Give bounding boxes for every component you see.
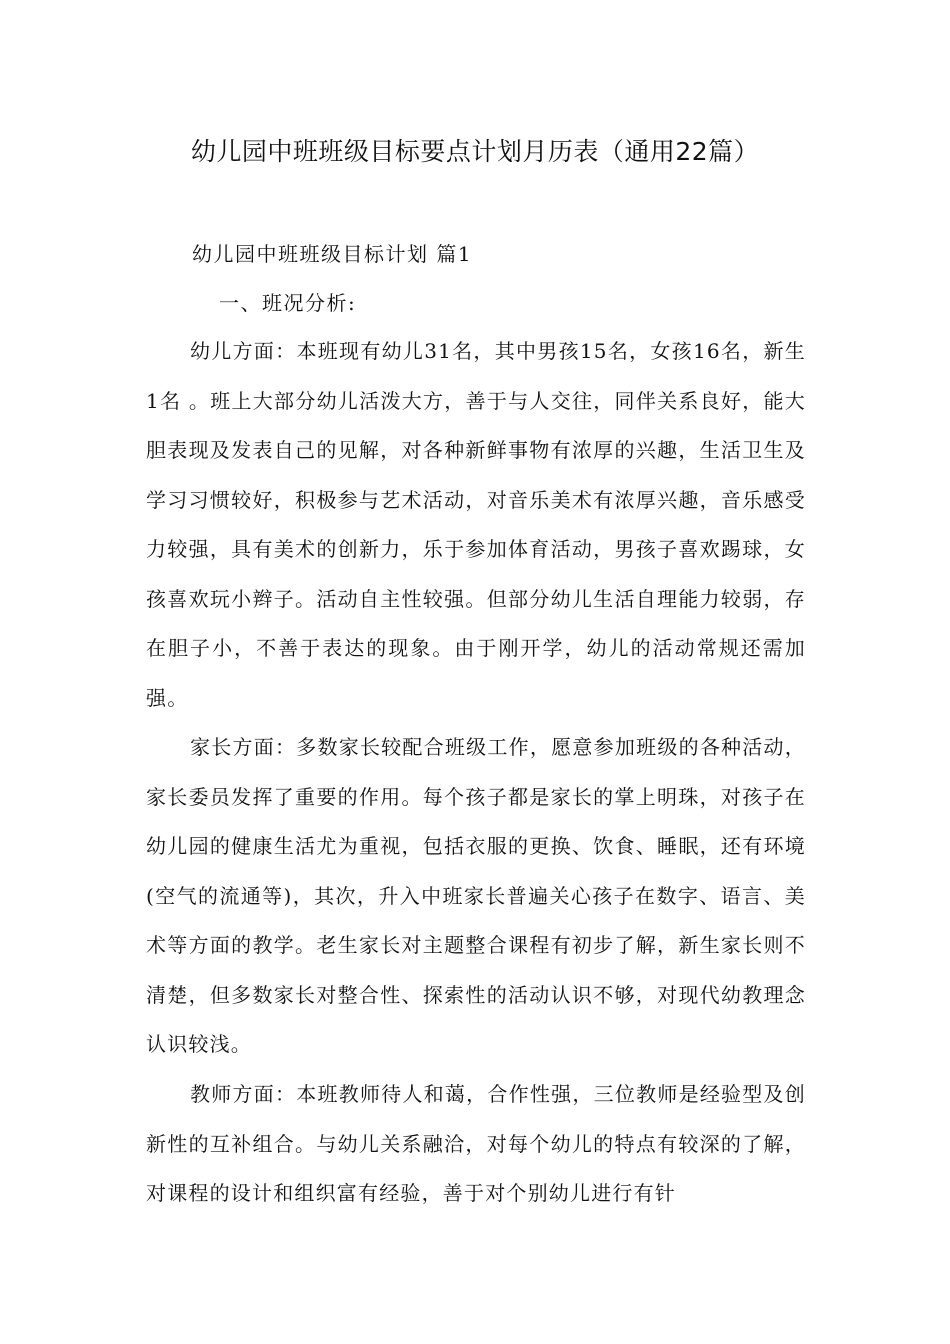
paragraph-parents: 家长方面：多数家长较配合班级工作，愿意参加班级的各种活动，家长委员发挥了重要的作用。每个孩子都是家长的掌上明珠，对孩子在幼儿园的健康生活尤为重视，包括衣服的更换、饮食、睡眠，还有环境(空气的流通等)，其次，升入中班家长普遍关心孩子在数字、语言、美术等方面的教学。老生家长对主题整合课程有初步了解，新生家长则不清楚，但多数家长对整合性、探索性的活动认识不够，对现代幼教理念认识较浅。: [146, 735, 806, 1056]
section-subtitle: 幼儿园中班班级目标计划 篇1: [192, 242, 473, 266]
paragraph-children: 幼儿方面：本班现有幼儿31名，其中男孩15名，女孩16名，新生1名 。班上大部分幼儿活泼大方，善于与人交往，同伴关系良好，能大胆表现及发表自己的见解，对各种新鲜事物有浓厚的兴趣，生活卫生及学习习惯较好，积极参与艺术活动，对音乐美术有浓厚兴趣，音乐感受力较强，具有美术的创新力，乐于参加体育活动，男孩子喜欢踢球，女孩喜欢玩小辫子。活动自主性较强。但部分幼儿生活自理能力较弱，存在胆子小，不善于表达的现象。由于刚开学，幼儿的活动常规还需加强。: [146, 339, 806, 710]
section-heading: 一、班况分析:: [219, 291, 357, 315]
paragraph-teachers: 教师方面：本班教师待人和蔼，合作性强，三位教师是经验型及创新性的互补组合。与幼儿关系融洽，对每个幼儿的特点有较深的了解，对课程的设计和组织富有经验，善于对个别幼儿进行有针: [146, 1082, 806, 1205]
document-title: 幼儿园中班班级目标要点计划月历表（通用22篇）: [190, 137, 760, 166]
